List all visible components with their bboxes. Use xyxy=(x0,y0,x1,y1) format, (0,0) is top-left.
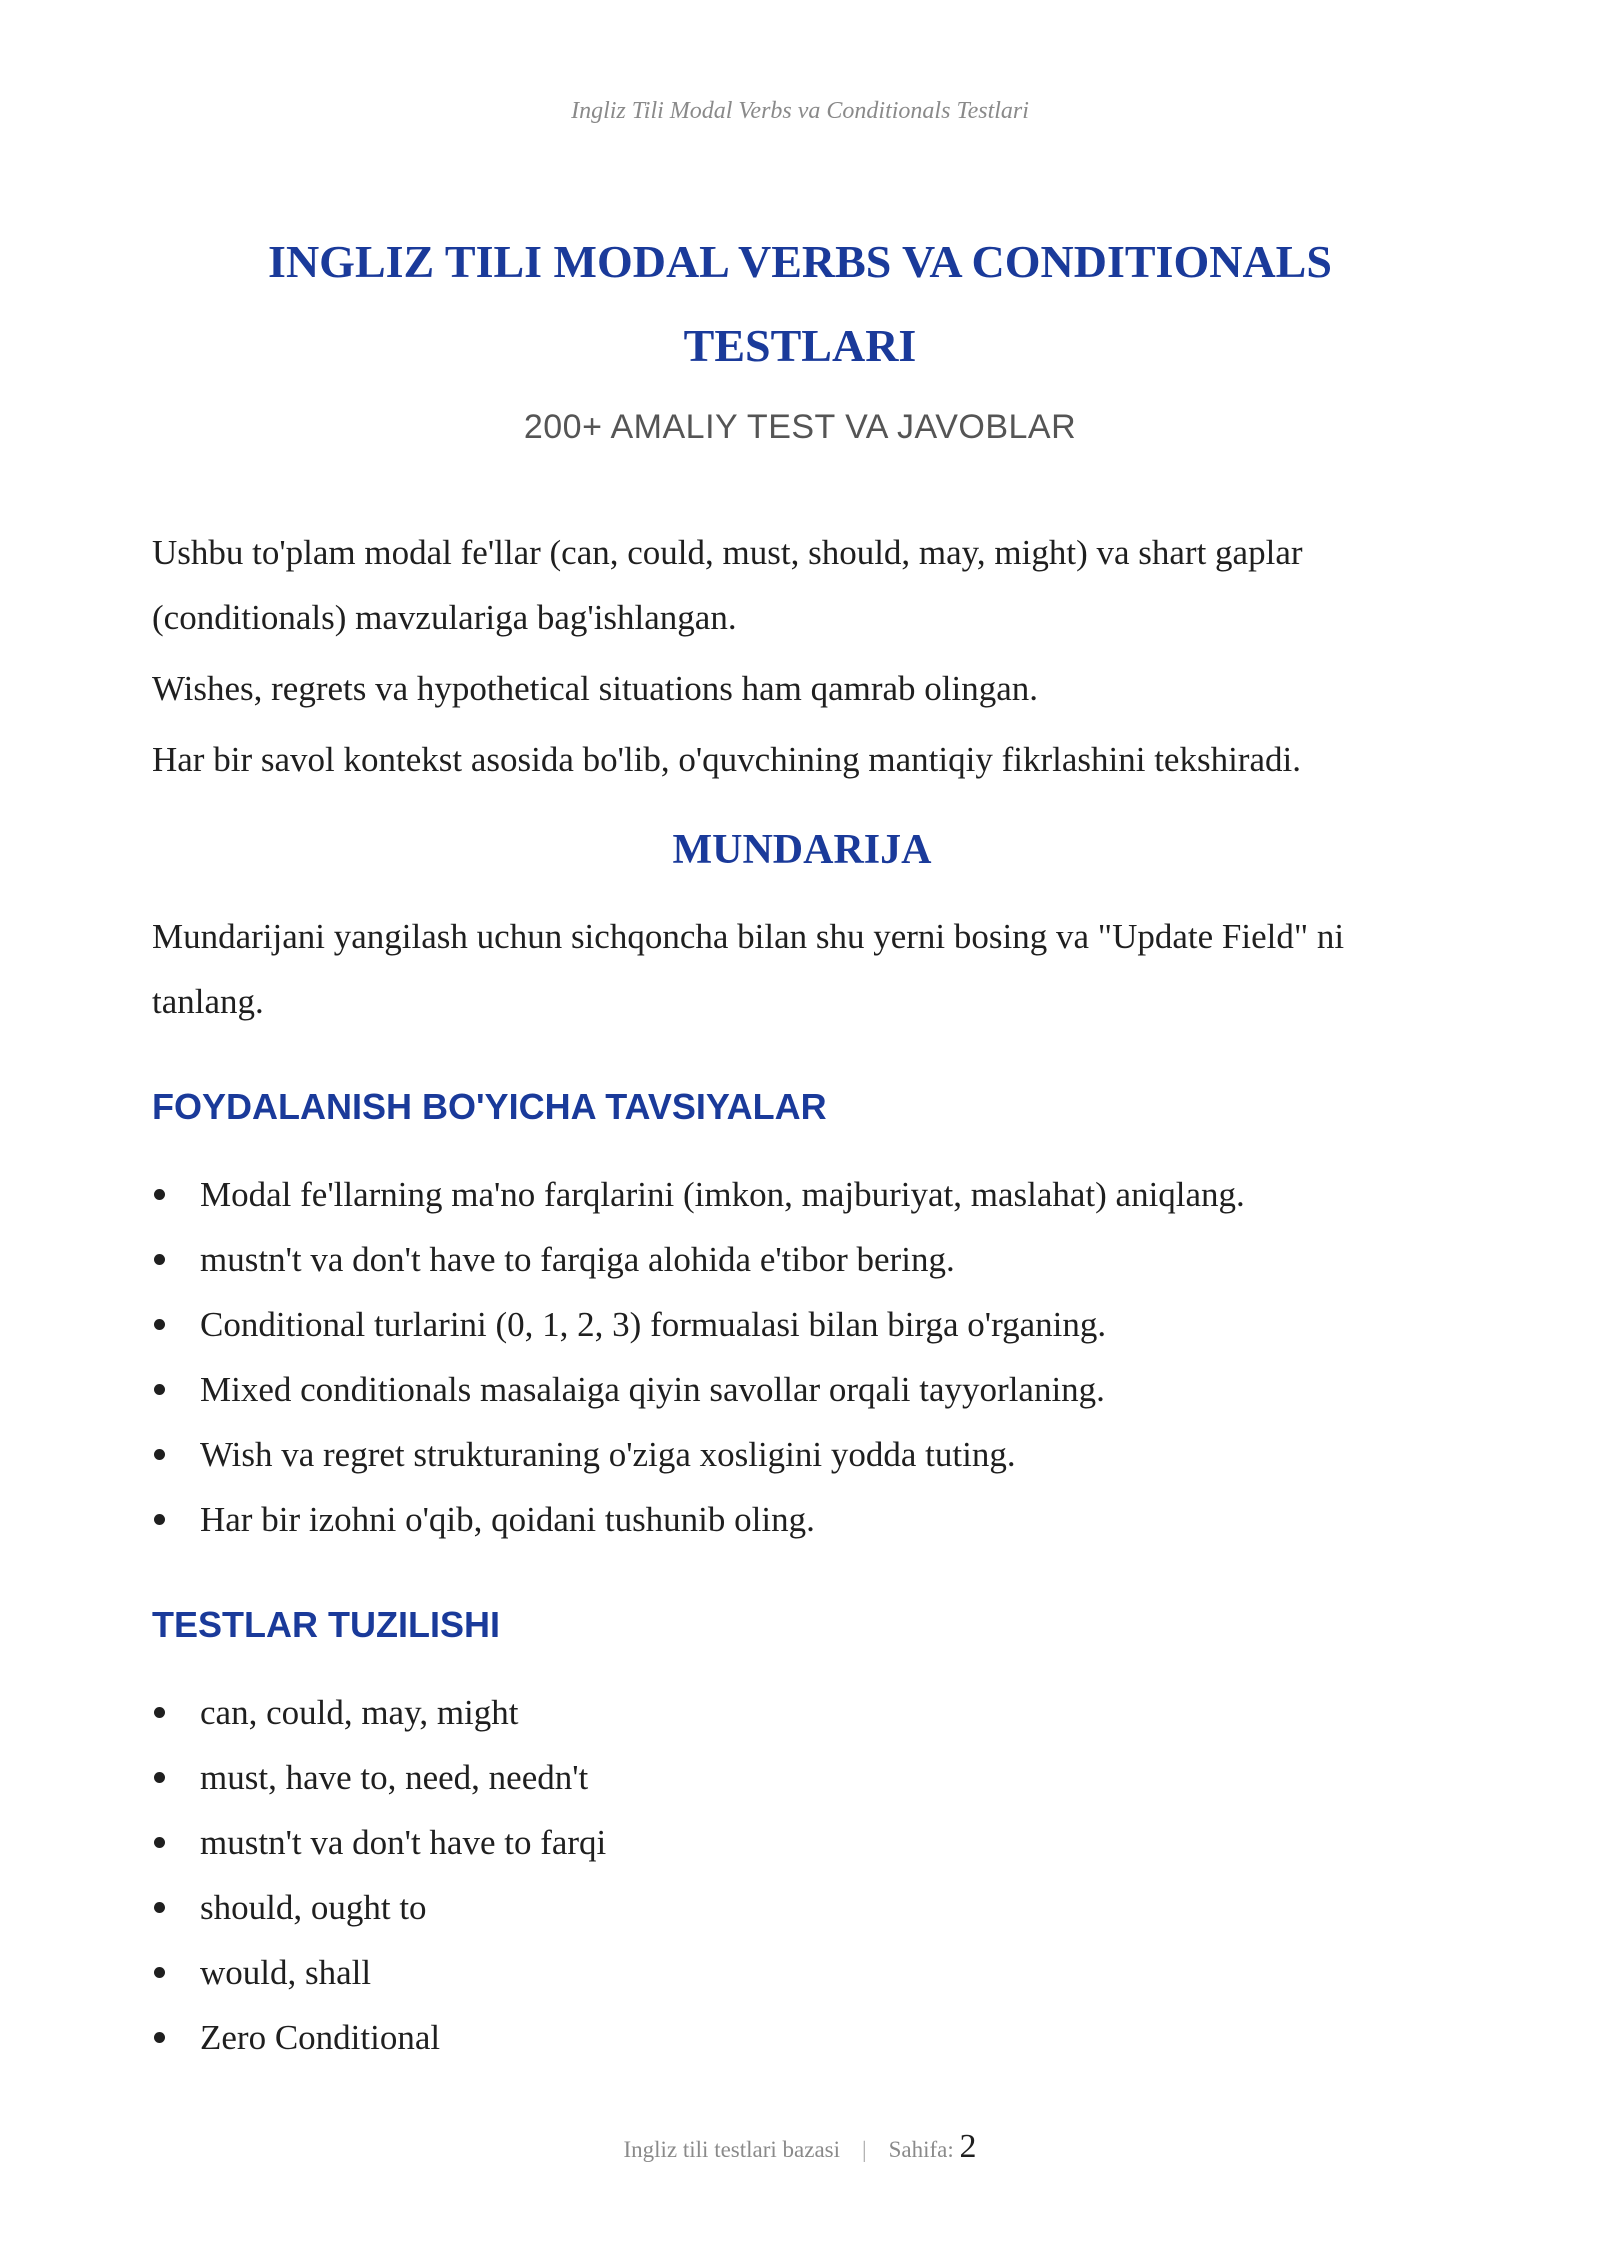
bullet-icon xyxy=(154,1449,165,1460)
toc-heading: MUNDARIJA xyxy=(672,827,932,873)
list-item xyxy=(152,1940,1452,2005)
list-item xyxy=(152,1745,1452,1810)
document-body xyxy=(152,520,1452,2070)
document-title xyxy=(140,220,1460,388)
bullet-icon xyxy=(154,1319,165,1330)
bullet-icon xyxy=(154,1902,165,1913)
list-item xyxy=(152,1680,1452,1745)
running-footer xyxy=(0,2128,1600,2166)
running-header: Ingliz Tili Modal Verbs va Conditionals Testlari xyxy=(571,98,1029,124)
list-item xyxy=(152,1810,1452,1875)
list-item xyxy=(152,2005,1452,2070)
list-item-text: Conditional turlarini (0, 1, 2, 3) formualasi bilan birga o'rganing. xyxy=(200,1305,1107,1344)
list-item-text: would, shall xyxy=(200,1953,372,1992)
recommendations-list xyxy=(152,1162,1452,1552)
structure-list xyxy=(152,1680,1452,2070)
list-item-text: should, ought to xyxy=(200,1888,427,1927)
bullet-icon xyxy=(154,1384,165,1395)
list-item xyxy=(152,1875,1452,1940)
list-item-text: Har bir izohni o'qib, qoidani tushunib oling. xyxy=(200,1500,815,1539)
intro-paragraph: Ushbu to'plam modal fe'llar (can, could, must, should, may, might) va shart gaplar (conditionals) mavzulariga bag'ishlangan. xyxy=(152,533,1303,637)
document-title-line-2: TESTLARI xyxy=(683,320,917,371)
list-item-text: can, could, may, might xyxy=(200,1693,519,1732)
bullet-icon xyxy=(154,1967,165,1978)
bullet-icon xyxy=(154,1189,165,1200)
footer-page-label: Sahifa: xyxy=(888,2137,954,2162)
list-item-text: mustn't va don't have to farqi xyxy=(200,1823,607,1862)
footer-separator: | xyxy=(862,2137,867,2162)
list-item xyxy=(152,1227,1452,1292)
list-item-text: Wish va regret strukturaning o'ziga xosligini yodda tuting. xyxy=(200,1435,1016,1474)
bullet-icon xyxy=(154,1772,165,1783)
bullet-icon xyxy=(154,1254,165,1265)
intro-section xyxy=(152,520,1452,792)
page-number: 2 xyxy=(959,2128,977,2165)
list-item-text: Zero Conditional xyxy=(200,2018,441,2057)
intro-paragraph: Wishes, regrets va hypothetical situations ham qamrab olingan. xyxy=(152,669,1039,708)
list-item xyxy=(152,1422,1452,1487)
bullet-icon xyxy=(154,1514,165,1525)
list-item xyxy=(152,1162,1452,1227)
recommendations-heading: FOYDALANISH BO'YICHA TAVSIYALAR xyxy=(152,1086,827,1127)
toc-update-field[interactable]: Mundarijani yangilash uchun sichqoncha bilan shu yerni bosing va "Update Field" ni tanlang. xyxy=(152,917,1345,1021)
document-subtitle: 200+ AMALIY TEST VA JAVOBLAR xyxy=(523,408,1077,446)
document-title-line-1: INGLIZ TILI MODAL VERBS VA CONDITIONALS xyxy=(268,236,1332,287)
footer-source: Ingliz tili testlari bazasi xyxy=(623,2137,840,2162)
bullet-icon xyxy=(154,1837,165,1848)
list-item xyxy=(152,1292,1452,1357)
list-item xyxy=(152,1487,1452,1552)
bullet-icon xyxy=(154,1707,165,1718)
list-item-text: Modal fe'llarning ma'no farqlarini (imkon, majburiyat, maslahat) aniqlang. xyxy=(200,1175,1245,1214)
list-item xyxy=(152,1357,1452,1422)
intro-paragraph: Har bir savol kontekst asosida bo'lib, o'quvchining mantiqiy fikrlashini tekshiradi. xyxy=(152,740,1301,779)
structure-heading: TESTLAR TUZILISHI xyxy=(152,1604,500,1645)
list-item-text: Mixed conditionals masalaiga qiyin savollar orqali tayyorlaning. xyxy=(200,1370,1105,1409)
bullet-icon xyxy=(154,2032,165,2043)
list-item-text: must, have to, need, needn't xyxy=(200,1758,589,1797)
list-item-text: mustn't va don't have to farqiga alohida e'tibor bering. xyxy=(200,1240,955,1279)
